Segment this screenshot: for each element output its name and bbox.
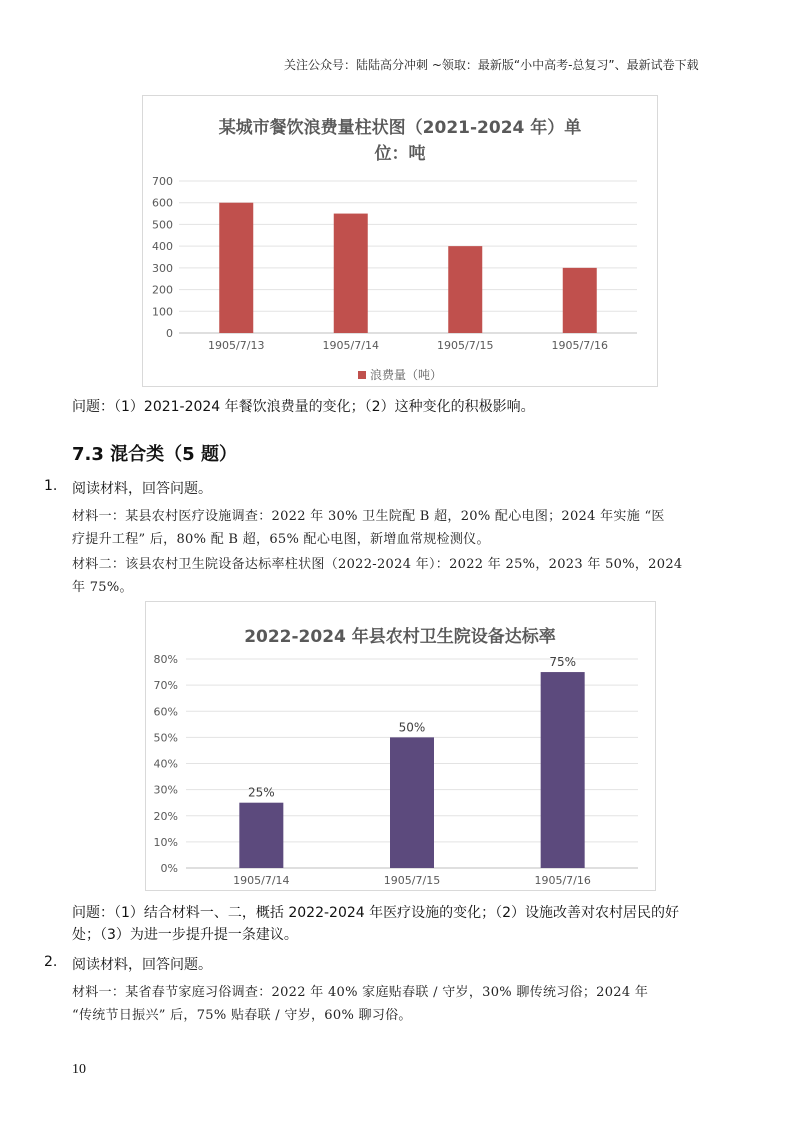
chart-equipment-bar — [239, 803, 283, 868]
chart-waste-xtick-label: 1905/7/16 — [551, 339, 608, 352]
chart-equipment-ytick-label: 40% — [153, 757, 178, 771]
item-material — [72, 981, 732, 1027]
chart-waste-bar — [219, 203, 253, 333]
chart-equipment-ytick-label: 30% — [153, 783, 178, 797]
chart-equipment-ytick-label: 70% — [153, 679, 178, 693]
chart-equipment-data-label: 25% — [247, 785, 275, 800]
material-line: 疗提升工程” 后，80% 配 B 超，65% 配心电图，新增血常规检测仪。 — [72, 532, 490, 547]
chart-equipment-frame — [145, 601, 656, 891]
chart-waste-legend-swatch — [358, 371, 366, 379]
chart-equipment-xtick-label: 1905/7/14 — [233, 874, 290, 887]
chart-equipment-data-label: 75% — [549, 655, 577, 670]
chart-equipment-xtick-label: 1905/7/16 — [534, 874, 591, 887]
question-line: 问题：（1）结合材料一、二，概括 2022-2024 年医疗设施的变化；（2）设施改善对农村居民的好 — [72, 905, 680, 921]
chart-waste-ytick-label: 100 — [152, 305, 173, 319]
chart-waste-frame — [142, 95, 658, 387]
chart-waste-title-line1: 某城市餐饮浪费量柱状图（2021-2024 年）单 — [218, 118, 582, 138]
material-line: 材料二：该县农村卫生院设备达标率柱状图（2022-2024 年）：2022 年 25%，2023 年 50%，2024 — [72, 557, 683, 572]
chart-waste-ytick-label: 400 — [152, 240, 173, 254]
material-line: 年 75%。 — [72, 580, 133, 595]
item-material — [72, 553, 732, 599]
chart-equipment-data-label: 50% — [398, 720, 426, 735]
chart-waste-title-line2: 位：吨 — [374, 144, 426, 164]
chart-equipment-bar — [541, 672, 585, 868]
page-number: 10 — [72, 1062, 86, 1077]
chart-waste-bar — [563, 268, 597, 333]
material-line: 材料一：某县农村医疗设施调查：2022 年 30% 卫生院配 B 超，20% 配心电图；2024 年实施 “医 — [72, 509, 665, 524]
chart-waste-bar — [334, 214, 368, 333]
page-header-note: 关注公众号：陆陆高分冲刺 ~领取：最新版“小中高考-总复习”、最新试卷下载 — [284, 58, 699, 72]
item-instruction: 阅读材料，回答问题。 — [72, 481, 212, 497]
chart-waste-ytick-label: 0 — [166, 327, 173, 340]
chart-waste-ytick-label: 500 — [152, 218, 173, 232]
chart-waste-ytick-label: 300 — [152, 261, 173, 275]
chart-waste-xtick-label: 1905/7/15 — [437, 339, 494, 352]
chart-equipment-ytick-label: 0% — [160, 862, 178, 875]
item-number: 2. — [44, 954, 58, 970]
chart-equipment-ytick-label: 10% — [153, 835, 178, 849]
chart-waste-ytick-label: 200 — [152, 283, 173, 297]
chart-equipment-xtick-label: 1905/7/15 — [383, 874, 441, 887]
chart-equipment-title: 2022-2024 年县农村卫生院设备达标率 — [244, 627, 556, 647]
material-line: 材料一：某省春节家庭习俗调查：2022 年 40% 家庭贴春联 / 守岁，30% 聊传统习俗；2024 年 — [72, 985, 649, 1000]
chart-equipment-ytick-label: 50% — [153, 731, 178, 745]
chart-waste — [143, 96, 657, 386]
chart-waste-question: 问题：（1）2021-2024 年餐饮浪费量的变化；（2）这种变化的积极影响。 — [72, 399, 535, 415]
chart-waste-legend-label: 浪费量（吨） — [370, 368, 443, 382]
chart-waste-xtick-label: 1905/7/14 — [322, 339, 379, 352]
chart-equipment-ytick-label: 60% — [153, 705, 178, 719]
item-question — [72, 902, 679, 946]
chart-equipment-bar — [390, 737, 434, 868]
item-instruction: 阅读材料，回答问题。 — [72, 957, 212, 973]
chart-equipment-ytick-label: 20% — [153, 809, 178, 823]
chart-waste-ytick-label: 600 — [152, 196, 173, 210]
chart-waste-ytick-label: 700 — [152, 175, 173, 188]
item-number: 1. — [44, 478, 58, 494]
chart-equipment — [146, 602, 655, 890]
chart-waste-bar — [448, 246, 482, 333]
chart-waste-xtick-label: 1905/7/13 — [208, 339, 265, 352]
section-title: 7.3 混合类（5 题） — [72, 444, 237, 465]
material-line: “传统节日振兴” 后，75% 贴春联 / 守岁，60% 聊习俗。 — [72, 1008, 412, 1023]
question-line: 处；（3）为进一步提升提一条建议。 — [72, 927, 298, 943]
chart-equipment-ytick-label: 80% — [153, 653, 178, 666]
item-material — [72, 505, 732, 551]
